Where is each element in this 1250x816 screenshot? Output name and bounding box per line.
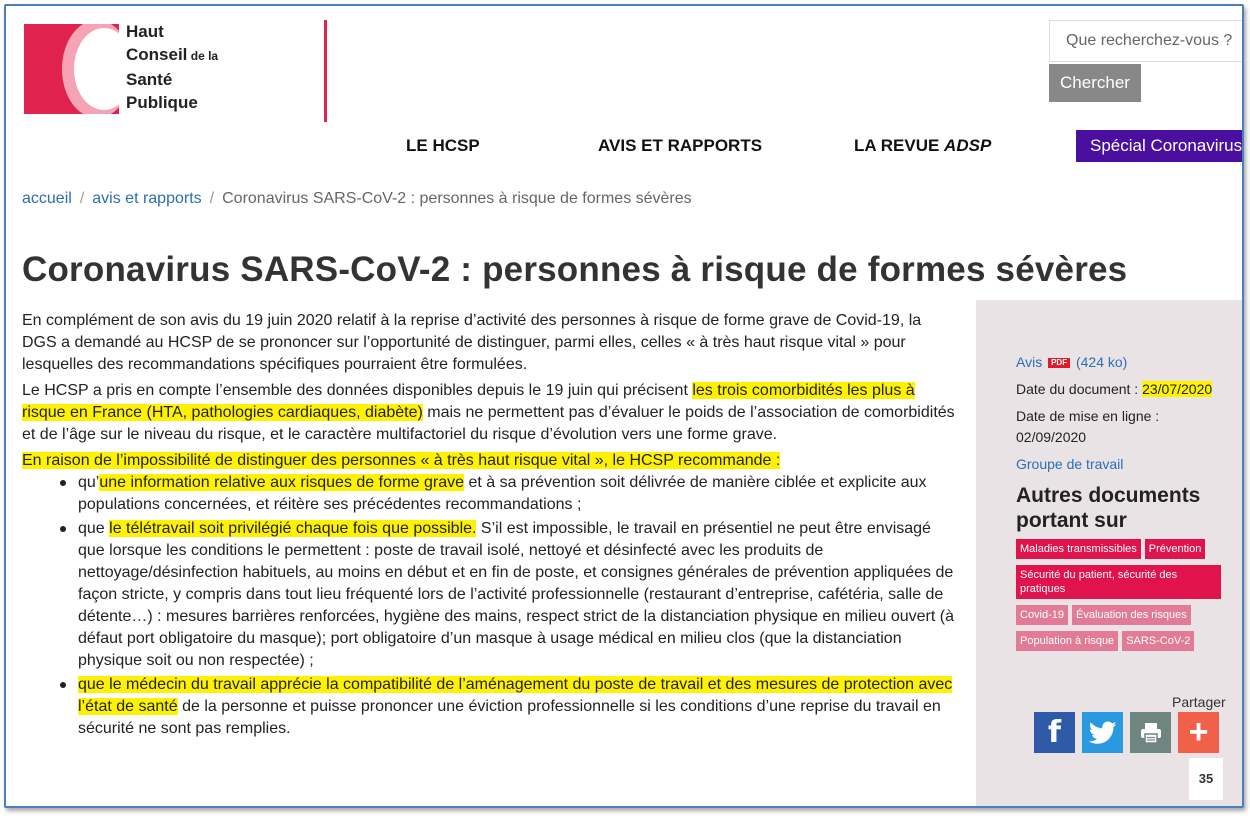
hcsp-logo[interactable] bbox=[24, 20, 324, 120]
page-number: 35 bbox=[1189, 758, 1223, 800]
search-input[interactable]: Que recherchez-vous ? bbox=[1049, 20, 1244, 62]
breadcrumb-separator: / bbox=[209, 190, 215, 207]
page-title: Coronavirus SARS-CoV-2 : personnes à risque de formes sévères bbox=[22, 250, 1128, 289]
breadcrumb bbox=[22, 190, 692, 208]
twitter-icon[interactable] bbox=[1082, 712, 1123, 753]
breadcrumb-home-link[interactable]: accueil bbox=[22, 190, 72, 207]
tag-securite-patient[interactable]: Sécurité du patient, sécurité des pratiques bbox=[1016, 565, 1221, 599]
tag-prevention[interactable]: Prévention bbox=[1145, 539, 1206, 559]
nav-item-le-hcsp[interactable]: LE HCSP bbox=[406, 136, 480, 155]
nav-item-la-revue[interactable]: LA REVUE ADSP bbox=[854, 136, 992, 155]
breadcrumb-current: Coronavirus SARS-CoV-2 : personnes à risque de formes sévères bbox=[222, 190, 692, 207]
plus-icon[interactable]: + bbox=[1178, 712, 1219, 753]
search-button[interactable]: Chercher bbox=[1049, 64, 1141, 102]
list-item: que le médecin du travail apprécie la compatibilité de l’aménagement du poste de travail et des mesures de protection avec l’état de santé de la personne et puisse prononcer une éviction professionnelle si les conditions d’une reprise du travail en sécurité ne sont pas remplies. bbox=[60, 674, 957, 740]
paragraph-2: Le HCSP a pris en compte l’ensemble des données disponibles depuis le 19 juin qui précisent les trois comorbidités les plus à risque en France (HTA, pathologies cardiaques, diabète) mais ne permettent pas d’évaluer le poids de l’association de comorbidités et de l’âge sur le niveau du risque, et le caractère multifactoriel du risque d’évolution vers une forme grave. bbox=[22, 382, 955, 443]
online-date: Date de mise en ligne : 02/09/2020 bbox=[1016, 408, 1160, 445]
file-size-link[interactable]: (424 ko) bbox=[1075, 354, 1128, 370]
print-icon[interactable] bbox=[1130, 712, 1171, 753]
tag-covid-19[interactable]: Covid-19 bbox=[1016, 605, 1068, 625]
document-date: Date du document : 23/07/2020 bbox=[1016, 381, 1213, 397]
nav-item-special-coronavirus[interactable]: Spécial Coronavirus bbox=[1076, 130, 1244, 162]
share-label: Partager bbox=[1172, 694, 1226, 710]
other-docs-heading: Autres documents portant sur bbox=[1016, 484, 1201, 532]
nav-item-avis-et-rapports[interactable]: AVIS ET RAPPORTS bbox=[598, 136, 763, 155]
paragraph-1: En complément de son avis du 19 juin 2020 relatif à la reprise d’activité des personnes à risque de forme grave de Covid-19, la DGS a demandé au HCSP de se prononcer sur l’opportunité de distinguer, parmi elles, celles « à très haut risque vital » pour lesquelles des recommandations spécifiques pourraient être formulées. bbox=[22, 312, 922, 373]
tag-population-risque[interactable]: Population à risque bbox=[1016, 631, 1118, 651]
avis-link[interactable]: Avis bbox=[1016, 354, 1043, 370]
tag-list bbox=[1016, 539, 1221, 651]
recommendation-list bbox=[60, 472, 957, 740]
highlight: le télétravail soit privilégié chaque fois que possible. bbox=[109, 520, 477, 537]
list-item: qu’une information relative aux risques de forme grave et à sa prévention soit délivrée de manière ciblée et explicite aux populations concernées, et réitère ses précédentes recommandations ; bbox=[60, 472, 957, 516]
highlight: les trois comorbidités les plus à risque en France (HTA, pathologies cardiaques, diabète) bbox=[22, 382, 915, 421]
tag-maladies-transmissibles[interactable]: Maladies transmissibles bbox=[1016, 539, 1141, 559]
highlight: une information relative aux risques de forme grave bbox=[99, 474, 464, 491]
main-nav bbox=[6, 130, 1244, 162]
breadcrumb-separator: / bbox=[79, 190, 85, 207]
article-body bbox=[22, 310, 957, 742]
breadcrumb-section-link[interactable]: avis et rapports bbox=[92, 190, 202, 207]
tag-sars-cov-2[interactable]: SARS-CoV-2 bbox=[1122, 631, 1194, 651]
tag-evaluation-risques[interactable]: Évaluation des risques bbox=[1072, 605, 1191, 625]
logo-mark-icon bbox=[24, 24, 119, 114]
pdf-icon: PDF bbox=[1048, 358, 1070, 368]
avis-download[interactable] bbox=[1016, 352, 1238, 373]
highlight: que le médecin du travail apprécie la compatibilité de l’aménagement du poste de travail et des mesures de protection avec l’état de santé bbox=[78, 676, 953, 715]
list-item: que le télétravail soit privilégié chaque fois que possible. S’il est impossible, le travail en présentiel ne peut être envisagé que lorsque les conditions le permettent : poste de travail isolé, nettoyé et désinfecté avec les produits de nettoyage/désinfection habituels, au moins en début et en fin de poste, et consignes générales de prévention appliquées de façon stricte, y compris dans tout lieu fréquenté lors de l’activité professionnelle (restaurant d’entreprise, cafétéria, salle de détente…) : mesures barrières renforcées, hygiène des mains, respect strict de la distanciation physique en milieu ouvert (à défaut port obligatoire du masque); port obligatoire d’un masque à usage médical en milieu clos (que la distanciation physique soit ou non respectée) ; bbox=[60, 518, 957, 672]
facebook-icon[interactable]: f bbox=[1034, 712, 1075, 753]
logo-text: Haut Conseil de la Santé Publique bbox=[126, 22, 219, 112]
logo-divider bbox=[324, 20, 327, 122]
working-group-link[interactable]: Groupe de travail bbox=[1016, 456, 1124, 472]
paragraph-3 bbox=[22, 450, 957, 472]
highlight: En raison de l’impossibilité de distinguer des personnes « à très haut risque vital », le HCSP recommande : bbox=[22, 452, 781, 469]
browser-frame bbox=[4, 4, 1244, 808]
